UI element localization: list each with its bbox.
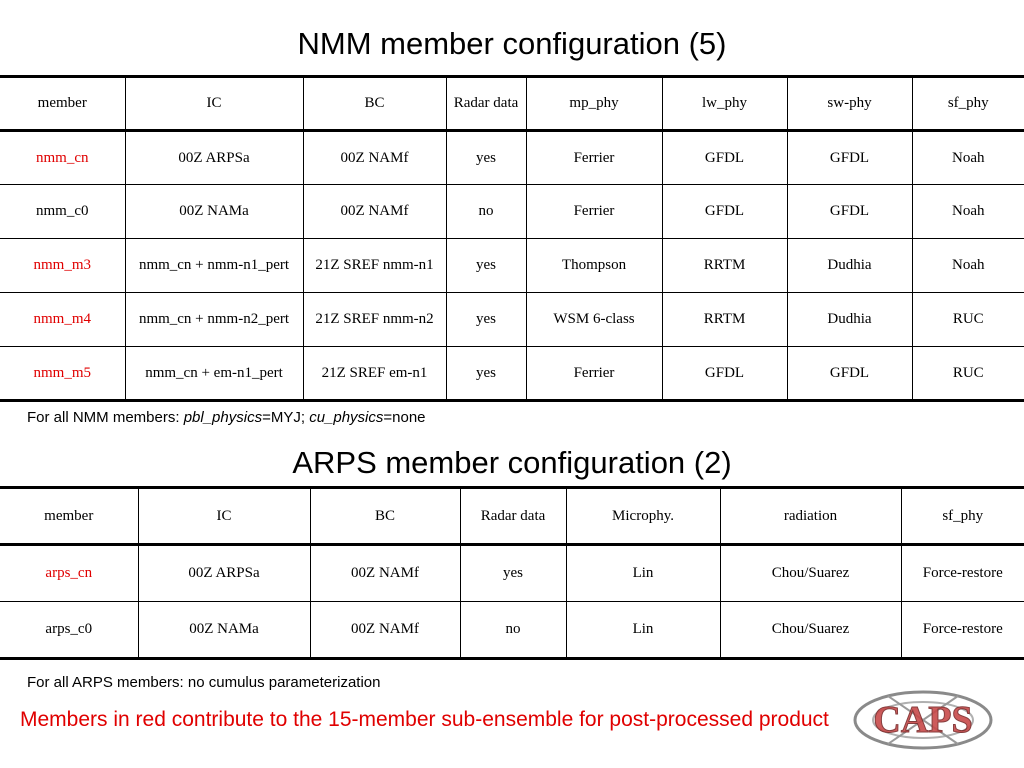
nmm-config-table: [0, 75, 1024, 402]
arps-header-row: [0, 488, 1024, 545]
arps-cell: 00Z NAMa: [138, 602, 310, 659]
nmm-cell: Dudhia: [787, 239, 912, 293]
nmm-cell: Noah: [912, 185, 1024, 239]
nmm-cell: RUC: [912, 293, 1024, 347]
arps-header-cell: sf_phy: [901, 488, 1024, 545]
nmm-header-cell: BC: [303, 77, 446, 131]
arps-config-table: [0, 486, 1024, 660]
arps-header-cell: Microphy.: [566, 488, 720, 545]
nmm-note-pbl-value: =MYJ;: [262, 409, 310, 426]
nmm-cell: 00Z ARPSa: [125, 131, 303, 185]
nmm-header-cell: member: [37, 95, 87, 111]
nmm-header-cell: sf_phy: [912, 77, 1024, 131]
table-row: [0, 185, 1024, 239]
arps-header-cell: IC: [138, 488, 310, 545]
nmm-cell: 21Z SREF nmm-n1: [303, 239, 446, 293]
nmm-cell: RRTM: [662, 239, 787, 293]
arps-cell: Chou/Suarez: [720, 602, 901, 659]
nmm-header-cell: IC: [125, 77, 303, 131]
arps-member-name: arps_cn: [45, 565, 93, 581]
arps-header-cell: member: [44, 507, 94, 524]
nmm-cell: Noah: [912, 131, 1024, 185]
nmm-cell: 00Z NAMa: [125, 185, 303, 239]
arps-cell: Lin: [566, 602, 720, 659]
nmm-cell: yes: [446, 293, 526, 347]
nmm-member-name: nmm_m5: [33, 364, 91, 381]
arps-cell: Chou/Suarez: [720, 545, 901, 602]
table-row: [0, 347, 1024, 401]
nmm-cell: Dudhia: [787, 293, 912, 347]
nmm-cell: GFDL: [662, 347, 787, 401]
arps-header-cell: Radar data: [460, 488, 566, 545]
nmm-cell: Noah: [912, 239, 1024, 293]
arps-cell: yes: [460, 545, 566, 602]
nmm-note-prefix: For all NMM members:: [27, 409, 184, 426]
nmm-note-cu-value: =none: [383, 409, 426, 426]
nmm-header-row: [0, 77, 1024, 131]
arps-member-name: arps_c0: [45, 621, 93, 637]
table-row: [0, 545, 1024, 602]
table-row: [0, 131, 1024, 185]
table-row: [0, 239, 1024, 293]
arps-cell: Force-restore: [901, 545, 1024, 602]
arps-header-cell: BC: [310, 488, 460, 545]
nmm-cell: Ferrier: [526, 131, 662, 185]
table-row: [0, 602, 1024, 659]
arps-note: For all ARPS members: no cumulus parameterization: [27, 674, 381, 691]
nmm-cell: no: [446, 185, 526, 239]
arps-cell: 00Z NAMf: [310, 545, 460, 602]
arps-header-cell: radiation: [720, 488, 901, 545]
nmm-cell: 00Z NAMf: [303, 131, 446, 185]
arps-section-title: ARPS member configuration (2): [292, 445, 732, 480]
nmm-cell: GFDL: [662, 131, 787, 185]
arps-cell: 00Z ARPSa: [138, 545, 310, 602]
nmm-cell: Thompson: [526, 239, 662, 293]
nmm-cell: nmm_cn + em-n1_pert: [125, 347, 303, 401]
nmm-cell: GFDL: [787, 185, 912, 239]
nmm-cell: nmm_cn + nmm-n1_pert: [125, 239, 303, 293]
nmm-header-cell: Radar data: [446, 77, 526, 131]
nmm-cell: yes: [446, 239, 526, 293]
logo-text: CAPS: [873, 699, 973, 741]
nmm-note: [27, 409, 426, 426]
nmm-cell: Ferrier: [526, 347, 662, 401]
nmm-cell: RRTM: [662, 293, 787, 347]
nmm-note-pbl-name: pbl_physics: [183, 409, 263, 426]
nmm-header-cell: sw-phy: [787, 77, 912, 131]
arps-cell: Lin: [566, 545, 720, 602]
nmm-cell: GFDL: [787, 131, 912, 185]
nmm-cell: WSM 6-class: [526, 293, 662, 347]
nmm-cell: 21Z SREF nmm-n2: [303, 293, 446, 347]
nmm-cell: GFDL: [662, 185, 787, 239]
nmm-cell: 21Z SREF em-n1: [303, 347, 446, 401]
nmm-member-name: nmm_m3: [33, 257, 91, 273]
nmm-cell: GFDL: [787, 347, 912, 401]
nmm-cell: nmm_cn + nmm-n2_pert: [125, 293, 303, 347]
table-row: [0, 293, 1024, 347]
footer-note: Members in red contribute to the 15-member sub-ensemble for post-processed product: [20, 708, 829, 731]
nmm-cell: 00Z NAMf: [303, 185, 446, 239]
arps-cell: Force-restore: [901, 602, 1024, 659]
nmm-member-name: nmm_c0: [36, 203, 89, 219]
arps-cell: 00Z NAMf: [310, 602, 460, 659]
arps-cell: no: [460, 602, 566, 659]
nmm-member-name: nmm_cn: [36, 149, 89, 166]
nmm-cell: yes: [446, 131, 526, 185]
nmm-cell: yes: [446, 347, 526, 401]
nmm-cell: RUC: [912, 347, 1024, 401]
nmm-member-name: nmm_m4: [33, 311, 91, 327]
nmm-header-cell: mp_phy: [526, 77, 662, 131]
nmm-note-cu-name: cu_physics: [309, 409, 384, 426]
nmm-cell: Ferrier: [526, 185, 662, 239]
nmm-section-title: NMM member configuration (5): [297, 26, 727, 61]
nmm-header-cell: lw_phy: [662, 77, 787, 131]
